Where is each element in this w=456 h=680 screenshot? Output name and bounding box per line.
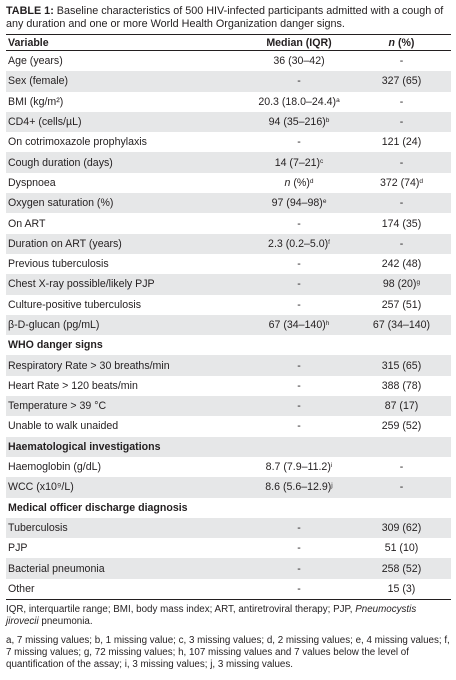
median-cell: - [297, 298, 301, 311]
variable-cell: Dyspnoea [8, 176, 56, 189]
table-row [6, 477, 451, 497]
footnote-marker: d [309, 177, 314, 185]
n-percent-cell: 98 $(20)^g$ [352, 274, 451, 294]
n-percent-cell: - [399, 55, 404, 68]
n-percent-cell [352, 335, 451, 355]
variable-cell: BMI (kg/m²) [8, 95, 64, 108]
n-percent-cell: - [352, 152, 451, 172]
footnote-marker: j [331, 482, 333, 490]
median-cell: - [297, 379, 301, 392]
variable-cell: PJP [8, 542, 28, 555]
median-cell: - [246, 396, 352, 416]
median-cell: - [297, 136, 301, 149]
table-body [6, 51, 451, 600]
table-row [6, 558, 451, 578]
table-row [6, 416, 451, 436]
variable-cell: On cotrimoxazole prophylaxis [8, 136, 147, 149]
table-row [6, 71, 451, 91]
table-row [6, 132, 451, 152]
section-heading: WHO danger signs [8, 339, 103, 352]
n-percent-cell: 315 (65) [352, 355, 451, 375]
variable-cell: Haemoglobin (g/dL) [8, 461, 102, 474]
variable-cell: CD4+ (cells/µL) [6, 112, 246, 132]
variable-cell: Unable to walk unaided [8, 420, 119, 433]
median-cell: 97 $(94-98)^e$ [246, 193, 352, 213]
median-cell: - [246, 355, 352, 375]
section-row [6, 437, 451, 457]
n-percent-cell: - [399, 461, 404, 474]
table-row [6, 274, 451, 294]
median-cell: - [297, 542, 301, 555]
n-percent-cell: 309 (62) [352, 518, 451, 538]
table-row [6, 254, 451, 274]
table-row [6, 376, 451, 396]
median-cell: - [246, 558, 352, 578]
median-cell [246, 335, 352, 355]
baseline-characteristics-table [6, 34, 451, 600]
header-n-italic: n [388, 36, 396, 49]
median-cell: 67 $(34-140)^h$ [246, 315, 352, 335]
table-row [6, 579, 451, 600]
header-n-rest: (%) [395, 36, 415, 49]
n-percent-cell: 51 (10) [384, 542, 419, 555]
table-row [6, 173, 451, 193]
n-percent-cell: - [399, 95, 404, 108]
median-cell: - [297, 217, 301, 230]
footnote-marker: c [320, 157, 324, 165]
variable-cell: Tuberculosis [6, 518, 246, 538]
n-percent-cell: 327 (65) [352, 71, 451, 91]
table-caption-label: TABLE 1: [6, 5, 54, 17]
table-row [6, 152, 451, 172]
variable-cell: Respiratory Rate > 30 breaths/min [6, 355, 246, 375]
variable-cell: Culture-positive tuberculosis [8, 298, 142, 311]
variable-cell: Chest X-ray possible/likely PJP [6, 274, 246, 294]
median-cell: 8.6 $(5.6-12.9)^j$ [246, 477, 352, 497]
variable-cell: Oxygen saturation (%) [6, 193, 246, 213]
median-cell: - [297, 258, 301, 271]
variable-cell: β-D-glucan (pg/mL) [6, 315, 246, 335]
median-cell: 36 (30–42) [273, 55, 325, 68]
table-row [6, 355, 451, 375]
n-percent-cell: 257 (51) [381, 298, 422, 311]
median-cell: - [246, 71, 352, 91]
variable-cell: Duration on ART (years) [6, 234, 246, 254]
table-row [6, 538, 451, 558]
n-percent-cell: 258 (52) [352, 558, 451, 578]
n-percent-cell: 259 (52) [381, 420, 422, 433]
footnote-missing-values: a, 7 missing values; b, 1 missing value; c, 3 missing values; d, 2 missing values; e, 4 missing values; f, 7 missing values; g, 72 missing values; h, 107 missing values and 7 values below the level of quantification of the assay; i, 3 missing values; j, 3 missing values. [6, 634, 450, 671]
n-percent-cell: 388 (78) [381, 379, 422, 392]
variable-cell: Cough duration (days) [6, 152, 246, 172]
n-percent-cell: 121 (24) [381, 136, 422, 149]
table-caption [6, 5, 451, 31]
median-cell: 8.7 $(7.9-11.2)^i$ [265, 461, 333, 474]
n-percent-cell: 174 (35) [381, 217, 422, 230]
footnote-abbreviations: IQR, interquartile range; BMI, body mass index; ART, antiretroviral therapy; PJP, Pneumocystis jirovecii pneumonia. [6, 604, 417, 628]
median-cell: - [246, 274, 352, 294]
variable-cell: WCC (x10⁹/L) [6, 477, 246, 497]
n-percent-cell: - [352, 193, 451, 213]
table-row [6, 295, 451, 315]
variable-cell: Other [8, 582, 35, 595]
footnote-marker: f [328, 238, 330, 246]
median-cell: n (%)$^d$ [284, 176, 314, 189]
n-percent-cell: - [352, 112, 451, 132]
table-row [6, 51, 451, 72]
table-row [6, 112, 451, 132]
footnote-marker: b [325, 117, 330, 125]
footnote-marker: e [322, 198, 327, 206]
header-n-percent [352, 35, 451, 51]
n-percent-cell: 242 (48) [381, 258, 422, 271]
median-cell [246, 437, 352, 457]
variable-cell: Temperature > 39 °C [6, 396, 246, 416]
median-cell: - [246, 518, 352, 538]
table-row [6, 213, 451, 233]
n-percent-cell: 67 (34–140) [352, 315, 451, 335]
footnote-marker: a [336, 96, 340, 104]
table-row [6, 457, 451, 477]
median-cell: 14 $(7-21)^c$ [246, 152, 352, 172]
footnote-marker: g [416, 279, 421, 287]
section-row [6, 335, 451, 355]
median-cell [246, 498, 352, 518]
variable-cell: Bacterial pneumonia [6, 558, 246, 578]
table-caption-text: Baseline characteristics of 500 HIV-infected participants admitted with a cough of any duration and one or more World Health Organization danger signs. [6, 5, 444, 30]
median-cell: 2.3 $(0.2-5.0)^f$ [246, 234, 352, 254]
variable-cell: Age (years) [8, 55, 63, 68]
section-heading: Haematological investigations [6, 437, 246, 457]
table-row [6, 518, 451, 538]
n-percent-cell: - [352, 234, 451, 254]
n-percent-cell: 87 (17) [352, 396, 451, 416]
variable-cell: Heart Rate > 120 beats/min [8, 379, 138, 392]
footnote-marker: h [325, 320, 330, 327]
n-percent-cell [352, 437, 451, 457]
median-cell: 94 $(35-216)^b$ [246, 112, 352, 132]
n-percent-cell: 372 $(74)^d$ [379, 176, 424, 189]
table-footnotes [6, 604, 451, 671]
n-percent-cell [352, 498, 451, 518]
table-row [6, 315, 451, 335]
footnote-marker: d [419, 177, 424, 185]
variable-cell: Sex (female) [6, 71, 246, 91]
header-variable: Variable [8, 36, 49, 49]
median-cell: 20.3 $(18.0-24.4)^a$ [258, 95, 340, 108]
table-row [6, 193, 451, 213]
table-row [6, 234, 451, 254]
footnote-marker: i [330, 462, 333, 470]
table-header-row [6, 35, 451, 51]
table-row [6, 396, 451, 416]
median-cell: - [297, 420, 301, 433]
section-heading: Medical officer discharge diagnosis [8, 501, 188, 514]
median-cell: - [297, 582, 301, 595]
n-percent-cell: 15 (3) [387, 582, 416, 595]
variable-cell: On ART [8, 217, 46, 230]
section-row [6, 498, 451, 518]
table-row [6, 92, 451, 112]
variable-cell: Previous tuberculosis [8, 258, 109, 271]
header-median-iqr: Median (IQR) [266, 36, 332, 49]
n-percent-cell: - [352, 477, 451, 497]
